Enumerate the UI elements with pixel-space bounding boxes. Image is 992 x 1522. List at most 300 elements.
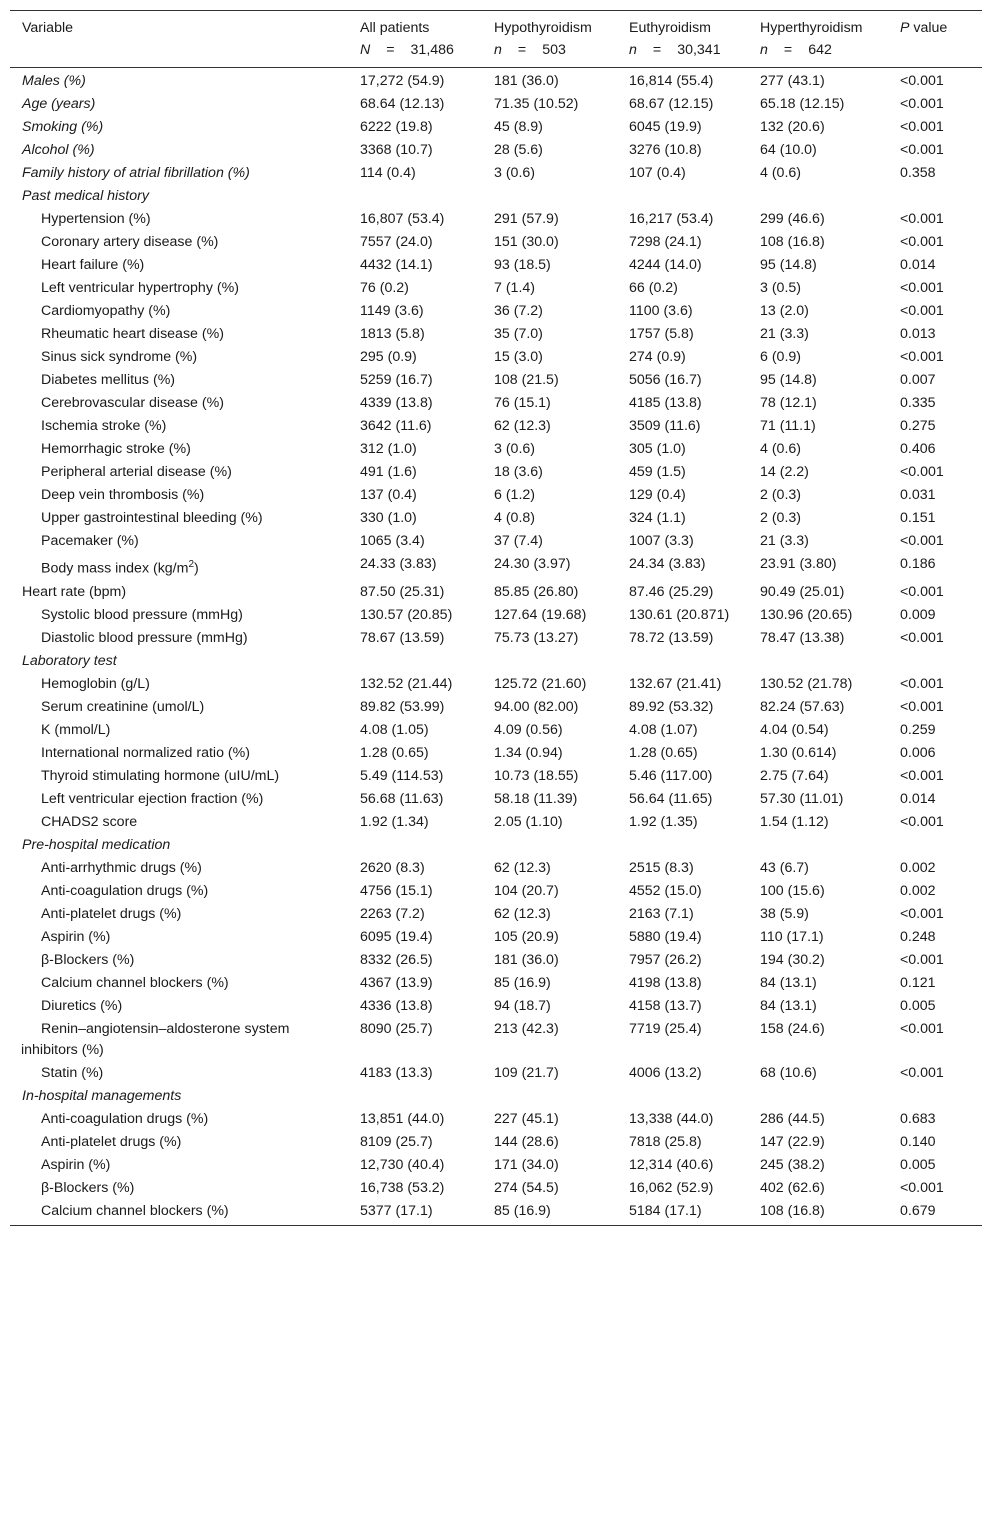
cell-p-value: 0.006 xyxy=(900,744,936,761)
cell-hyperthyroidism: 194 (30.2) xyxy=(760,951,825,968)
cell-p-value: <0.001 xyxy=(900,533,944,549)
cell-all-patients xyxy=(348,834,482,857)
row-label xyxy=(10,673,348,696)
row-label-text: International normalized ratio (%) xyxy=(41,744,250,761)
cell-all-patients: 4183 (13.3) xyxy=(360,1064,433,1081)
header-count-blank xyxy=(10,39,348,68)
cell-hypothyroidism: 76 (15.1) xyxy=(494,395,551,411)
cell-euthyroidism: 87.46 (25.29) xyxy=(629,583,714,600)
cell-euthyroidism: 16,814 (55.4) xyxy=(629,73,714,89)
row-label-text: Hemorrhagic stroke (%) xyxy=(41,441,191,457)
row-label-superscript: 2 xyxy=(188,559,195,570)
cell-euthyroidism xyxy=(617,834,748,857)
row-label xyxy=(10,162,348,185)
cell-euthyroidism: 4198 (13.8) xyxy=(629,974,702,991)
cell-all-patients: 3368 (10.7) xyxy=(360,142,433,158)
table-row xyxy=(10,880,982,903)
cell-hyperthyroidism: 84 (13.1) xyxy=(760,974,817,991)
cell-euthyroidism xyxy=(617,1085,748,1108)
row-label-text: Cardiomyopathy (%) xyxy=(41,303,171,319)
cell-all-patients: 130.57 (20.85) xyxy=(360,606,453,623)
cell-all-patients xyxy=(348,185,482,208)
cell-hyperthyroidism: 65.18 (12.15) xyxy=(760,96,845,112)
cell-all-patients: 2263 (7.2) xyxy=(360,905,425,922)
cell-p-value: 0.005 xyxy=(900,997,936,1014)
cell-hyperthyroidism: 158 (24.6) xyxy=(760,1020,825,1037)
cell-p-value: <0.001 xyxy=(900,813,944,830)
table-row xyxy=(10,581,982,604)
table-row xyxy=(10,788,982,811)
cell-all-patients: 1813 (5.8) xyxy=(360,326,425,342)
cell-p-value: 0.005 xyxy=(900,1156,936,1173)
cell-hypothyroidism: 58.18 (11.39) xyxy=(494,790,578,807)
cell-euthyroidism: 1.92 (1.35) xyxy=(629,813,698,830)
cell-euthyroidism: 5880 (19.4) xyxy=(629,928,702,945)
cell-hyperthyroidism xyxy=(748,1085,888,1108)
table-row xyxy=(10,116,982,139)
cell-p-value: 0.151 xyxy=(900,510,936,526)
row-label-text: Males (%) xyxy=(22,73,86,89)
cell-euthyroidism: 16,062 (52.9) xyxy=(629,1179,714,1196)
table-row xyxy=(10,972,982,995)
cell-hyperthyroidism: 78.47 (13.38) xyxy=(760,629,845,646)
cell-euthyroidism: 1.28 (0.65) xyxy=(629,744,698,761)
table-row xyxy=(10,765,982,788)
cell-hyperthyroidism: 82.24 (57.63) xyxy=(760,698,845,715)
cell-euthyroidism: 2515 (8.3) xyxy=(629,859,694,876)
cell-hyperthyroidism: 38 (5.9) xyxy=(760,905,809,922)
row-label-text: Pacemaker (%) xyxy=(41,533,139,549)
cell-all-patients: 491 (1.6) xyxy=(360,464,417,480)
table-row xyxy=(10,507,982,530)
row-label xyxy=(10,788,348,811)
row-label-text: Diuretics (%) xyxy=(41,997,123,1014)
cell-all-patients: 5377 (17.1) xyxy=(348,1200,482,1226)
table-row xyxy=(10,650,982,673)
cell-p-value: <0.001 xyxy=(900,73,944,89)
cell-hypothyroidism: 85 (16.9) xyxy=(482,1200,617,1226)
count-value: 30,341 xyxy=(677,42,721,58)
cell-p-value: 0.002 xyxy=(900,859,936,876)
header-count-p-blank xyxy=(888,39,982,68)
cell-p-value: <0.001 xyxy=(900,583,944,600)
cell-hypothyroidism: 227 (45.1) xyxy=(494,1110,559,1127)
row-label-text: CHADS2 score xyxy=(41,813,138,830)
cell-hyperthyroidism xyxy=(748,185,888,208)
cell-all-patients: 132.52 (21.44) xyxy=(360,675,453,692)
cell-hypothyroidism: 2.05 (1.10) xyxy=(494,813,563,830)
cell-all-patients: 68.64 (12.13) xyxy=(360,96,445,112)
cell-all-patients: 4432 (14.1) xyxy=(360,257,433,273)
table-row xyxy=(10,811,982,834)
cell-all-patients: 76 (0.2) xyxy=(360,280,409,296)
row-label-text: In-hospital managements xyxy=(22,1087,182,1104)
table-row xyxy=(10,530,982,553)
row-label-text: Serum creatinine (umol/L) xyxy=(41,698,205,715)
table-row xyxy=(10,995,982,1018)
cell-hyperthyroidism: 21 (3.3) xyxy=(760,533,809,549)
row-label xyxy=(10,972,348,995)
row-label-text: β-Blockers (%) xyxy=(41,1179,135,1196)
cell-hyperthyroidism: 2 (0.3) xyxy=(760,510,802,526)
row-label xyxy=(10,627,348,650)
cell-p-value xyxy=(888,185,982,208)
cell-hyperthyroidism: 402 (62.6) xyxy=(760,1179,825,1196)
row-label-text: Hypertension (%) xyxy=(41,211,151,227)
table-row xyxy=(10,553,982,581)
cell-euthyroidism: 324 (1.1) xyxy=(629,510,686,526)
cell-hypothyroidism: 1.34 (0.94) xyxy=(494,744,563,761)
cell-all-patients: 2620 (8.3) xyxy=(360,859,425,876)
table-row xyxy=(10,254,982,277)
row-label xyxy=(10,1177,348,1200)
cell-p-value: 0.009 xyxy=(900,606,936,623)
cell-all-patients: 5.49 (114.53) xyxy=(360,767,444,784)
table-row xyxy=(10,93,982,116)
cell-all-patients: 78.67 (13.59) xyxy=(360,629,445,646)
cell-p-value: 0.014 xyxy=(900,257,936,273)
table-row xyxy=(10,857,982,880)
cell-hyperthyroidism: 95 (14.8) xyxy=(760,257,817,273)
count-symbol: n xyxy=(760,42,768,58)
header-count-eu xyxy=(617,39,748,68)
cell-p-value: 0.007 xyxy=(900,372,936,388)
cell-hyperthyroidism: 130.96 (20.65) xyxy=(760,606,853,623)
cell-euthyroidism: 7818 (25.8) xyxy=(629,1133,702,1150)
cell-hypothyroidism: 4.09 (0.56) xyxy=(494,721,563,738)
count-value: 31,486 xyxy=(410,42,454,58)
cell-all-patients: 16,738 (53.2) xyxy=(360,1179,445,1196)
cell-hypothyroidism: 62 (12.3) xyxy=(494,418,551,434)
cell-euthyroidism: 3276 (10.8) xyxy=(629,142,702,158)
table-body xyxy=(10,68,982,1226)
row-label-text: Left ventricular hypertrophy (%) xyxy=(41,280,239,296)
cell-all-patients: 24.33 (3.83) xyxy=(360,556,437,572)
cell-hypothyroidism: 94.00 (82.00) xyxy=(494,698,579,715)
cell-p-value: <0.001 xyxy=(900,675,944,692)
table-row xyxy=(10,1154,982,1177)
row-label xyxy=(10,1200,348,1226)
row-label-text: Pre-hospital medication xyxy=(22,836,171,853)
cell-all-patients: 87.50 (25.31) xyxy=(360,583,445,600)
table-row xyxy=(10,1108,982,1131)
cell-p-value: 0.275 xyxy=(900,418,936,434)
cell-hypothyroidism: 127.64 (19.68) xyxy=(494,606,587,623)
cell-hyperthyroidism: 245 (38.2) xyxy=(760,1156,825,1173)
cell-euthyroidism: 4244 (14.0) xyxy=(629,257,702,273)
cell-hypothyroidism xyxy=(482,1085,617,1108)
cell-euthyroidism: 2163 (7.1) xyxy=(629,905,694,922)
table-row xyxy=(10,1085,982,1108)
table-row xyxy=(10,369,982,392)
cell-hyperthyroidism: 1.30 (0.614) xyxy=(760,744,837,761)
cell-all-patients: 6222 (19.8) xyxy=(360,119,433,135)
cell-hyperthyroidism: 43 (6.7) xyxy=(760,859,809,876)
table-row xyxy=(10,162,982,185)
cell-hyperthyroidism: 2 (0.3) xyxy=(760,487,802,503)
cell-hyperthyroidism: 78 (12.1) xyxy=(760,395,817,411)
row-label xyxy=(10,185,348,208)
table-row xyxy=(10,300,982,323)
cell-euthyroidism: 4552 (15.0) xyxy=(629,882,702,899)
table-row xyxy=(10,604,982,627)
cell-hypothyroidism: 35 (7.0) xyxy=(494,326,543,342)
cell-hyperthyroidism: 100 (15.6) xyxy=(760,882,825,899)
cell-euthyroidism: 7957 (26.2) xyxy=(629,951,702,968)
cell-hypothyroidism: 109 (21.7) xyxy=(494,1064,559,1081)
row-label xyxy=(10,231,348,254)
row-label xyxy=(10,1062,348,1085)
table-row xyxy=(10,68,982,94)
header-all-patients: All patients xyxy=(348,11,482,40)
header-p-rest: value xyxy=(909,20,948,36)
cell-hypothyroidism xyxy=(482,834,617,857)
cell-p-value: <0.001 xyxy=(900,1179,944,1196)
header-count-all xyxy=(348,39,482,68)
cell-hypothyroidism: 105 (20.9) xyxy=(494,928,559,945)
cell-p-value: 0.013 xyxy=(900,326,936,342)
cell-p-value: <0.001 xyxy=(900,96,944,112)
cell-euthyroidism: 7298 (24.1) xyxy=(629,234,702,250)
cell-hypothyroidism: 3 (0.6) xyxy=(494,441,536,457)
cell-euthyroidism: 274 (0.9) xyxy=(629,349,686,365)
row-label xyxy=(10,857,348,880)
cell-hyperthyroidism: 4 (0.6) xyxy=(760,165,802,181)
row-label xyxy=(10,696,348,719)
cell-hypothyroidism: 171 (34.0) xyxy=(494,1156,559,1173)
table-row xyxy=(10,696,982,719)
cell-all-patients: 1065 (3.4) xyxy=(360,533,425,549)
cell-all-patients: 56.68 (11.63) xyxy=(360,790,444,807)
cell-hypothyroidism: 45 (8.9) xyxy=(494,119,543,135)
cell-hypothyroidism: 24.30 (3.97) xyxy=(494,556,571,572)
cell-euthyroidism: 4.08 (1.07) xyxy=(629,721,698,738)
cell-all-patients: 4367 (13.9) xyxy=(360,974,433,991)
cell-hypothyroidism: 3 (0.6) xyxy=(494,165,536,181)
cell-p-value: 0.140 xyxy=(900,1133,936,1150)
row-label xyxy=(10,1085,348,1108)
row-label xyxy=(10,604,348,627)
table-container xyxy=(10,10,982,1226)
cell-euthyroidism: 1100 (3.6) xyxy=(629,303,693,319)
table-row xyxy=(10,834,982,857)
table-row xyxy=(10,719,982,742)
header-hyperthyroidism: Hyperthyroidism xyxy=(748,11,888,40)
cell-hypothyroidism: 291 (57.9) xyxy=(494,211,559,227)
cell-hyperthyroidism: 90.49 (25.01) xyxy=(760,583,845,600)
cell-hyperthyroidism: 130.52 (21.78) xyxy=(760,675,853,692)
cell-p-value: 0.031 xyxy=(900,487,936,503)
cell-hyperthyroidism xyxy=(748,834,888,857)
cell-euthyroidism: 6045 (19.9) xyxy=(629,119,702,135)
cell-euthyroidism: 13,338 (44.0) xyxy=(629,1110,714,1127)
row-label-text: Calcium channel blockers (%) xyxy=(41,1202,229,1219)
row-label xyxy=(10,1108,348,1131)
cell-all-patients xyxy=(348,650,482,673)
cell-p-value: <0.001 xyxy=(900,767,944,784)
table-row xyxy=(10,392,982,415)
cell-hypothyroidism: 125.72 (21.60) xyxy=(494,675,587,692)
cell-hyperthyroidism: 277 (43.1) xyxy=(760,73,825,89)
cell-hypothyroidism: 75.73 (13.27) xyxy=(494,629,579,646)
row-label-text: Anti-arrhythmic drugs (%) xyxy=(41,859,202,876)
cell-all-patients: 1.28 (0.65) xyxy=(360,744,429,761)
cell-all-patients: 137 (0.4) xyxy=(360,487,417,503)
cell-all-patients: 3642 (11.6) xyxy=(360,418,432,434)
cell-hypothyroidism: 4 (0.8) xyxy=(494,510,536,526)
row-label-text: Renin–angiotensin–aldosterone system inhibitors (%) xyxy=(21,1020,290,1058)
cell-euthyroidism: 459 (1.5) xyxy=(629,464,686,480)
cell-hyperthyroidism: 57.30 (11.01) xyxy=(760,790,844,807)
cell-all-patients: 6095 (19.4) xyxy=(360,928,433,945)
cell-euthyroidism: 5056 (16.7) xyxy=(629,372,702,388)
cell-hypothyroidism xyxy=(482,185,617,208)
row-label-text: Anti-coagulation drugs (%) xyxy=(41,1110,209,1127)
row-label-text: Alcohol (%) xyxy=(22,142,95,158)
cell-hyperthyroidism: 110 (17.1) xyxy=(760,928,824,945)
table-row xyxy=(10,484,982,507)
cell-all-patients: 13,851 (44.0) xyxy=(360,1110,445,1127)
row-label xyxy=(10,346,348,369)
cell-p-value: 0.186 xyxy=(900,556,936,572)
cell-all-patients: 4339 (13.8) xyxy=(360,395,433,411)
cell-hyperthyroidism: 14 (2.2) xyxy=(760,464,809,480)
cell-hypothyroidism: 274 (54.5) xyxy=(494,1179,559,1196)
cell-p-value: 0.679 xyxy=(888,1200,982,1226)
cell-all-patients: 5259 (16.7) xyxy=(360,372,433,388)
count-value: 642 xyxy=(808,42,832,58)
cell-p-value: <0.001 xyxy=(900,211,944,227)
row-label-text: Statin (%) xyxy=(41,1064,104,1081)
row-label xyxy=(10,369,348,392)
cell-p-value: 0.358 xyxy=(900,165,936,181)
cell-all-patients: 330 (1.0) xyxy=(360,510,417,526)
cell-hypothyroidism: 28 (5.6) xyxy=(494,142,543,158)
row-label-text: Family history of atrial fibrillation (%) xyxy=(22,165,250,181)
table-row xyxy=(10,461,982,484)
cell-hyperthyroidism xyxy=(748,650,888,673)
table-row xyxy=(10,1177,982,1200)
cell-hypothyroidism: 93 (18.5) xyxy=(494,257,551,273)
cell-p-value: <0.001 xyxy=(900,905,944,922)
row-label-text: Aspirin (%) xyxy=(41,1156,111,1173)
cell-hypothyroidism: 18 (3.6) xyxy=(494,464,543,480)
cell-hypothyroidism: 37 (7.4) xyxy=(494,533,543,549)
row-label xyxy=(10,392,348,415)
row-label xyxy=(10,880,348,903)
header-p-value xyxy=(888,11,982,40)
row-label-text: Diabetes mellitus (%) xyxy=(41,372,176,388)
cell-hypothyroidism xyxy=(482,650,617,673)
cell-euthyroidism: 1007 (3.3) xyxy=(629,533,694,549)
row-label-text: Smoking (%) xyxy=(22,119,104,135)
table-row xyxy=(10,323,982,346)
cell-p-value: <0.001 xyxy=(900,280,944,296)
row-label-text: Upper gastrointestinal bleeding (%) xyxy=(41,510,263,526)
cell-p-value xyxy=(888,834,982,857)
row-label-text: Past medical history xyxy=(22,188,149,204)
cell-hyperthyroidism: 3 (0.5) xyxy=(760,280,802,296)
cell-all-patients: 295 (0.9) xyxy=(360,349,417,365)
table-row xyxy=(10,742,982,765)
cell-hyperthyroidism: 4 (0.6) xyxy=(760,441,802,457)
cell-p-value: 0.335 xyxy=(900,395,936,411)
cell-all-patients: 17,272 (54.9) xyxy=(360,73,445,89)
cell-hypothyroidism: 85.85 (26.80) xyxy=(494,583,579,600)
count-symbol: n xyxy=(629,42,637,58)
cell-euthyroidism: 130.61 (20.871) xyxy=(629,606,730,623)
cell-p-value: <0.001 xyxy=(900,1020,944,1037)
cell-hyperthyroidism: 13 (2.0) xyxy=(760,303,809,319)
cell-hyperthyroidism: 108 (16.8) xyxy=(748,1200,888,1226)
row-label xyxy=(10,995,348,1018)
cell-hyperthyroidism: 6 (0.9) xyxy=(760,349,802,365)
cell-p-value: 0.406 xyxy=(900,441,936,457)
cell-p-value: 0.248 xyxy=(900,928,936,945)
row-label xyxy=(10,461,348,484)
cell-hypothyroidism: 144 (28.6) xyxy=(494,1133,559,1150)
table-row xyxy=(10,926,982,949)
cell-euthyroidism: 89.92 (53.32) xyxy=(629,698,714,715)
cell-p-value: <0.001 xyxy=(900,303,944,319)
row-label xyxy=(10,93,348,116)
cell-p-value: <0.001 xyxy=(900,119,944,135)
row-label xyxy=(10,811,348,834)
row-label-text: Diastolic blood pressure (mmHg) xyxy=(41,629,248,646)
cell-euthyroidism: 5184 (17.1) xyxy=(617,1200,748,1226)
cell-hypothyroidism: 7 (1.4) xyxy=(494,280,536,296)
row-label-tail: ) xyxy=(194,560,199,577)
cell-all-patients: 8332 (26.5) xyxy=(360,951,433,968)
cell-euthyroidism xyxy=(617,185,748,208)
cell-euthyroidism: 68.67 (12.15) xyxy=(629,96,714,112)
row-label xyxy=(10,438,348,461)
cell-p-value: <0.001 xyxy=(900,951,944,968)
row-label xyxy=(10,949,348,972)
cell-hyperthyroidism: 71 (11.1) xyxy=(760,418,816,434)
cell-hypothyroidism: 62 (12.3) xyxy=(494,905,551,922)
cell-hypothyroidism: 213 (42.3) xyxy=(494,1020,559,1037)
row-label-text: Systolic blood pressure (mmHg) xyxy=(41,606,243,623)
table-row xyxy=(10,1062,982,1085)
cell-all-patients: 1.92 (1.34) xyxy=(360,813,429,830)
table-row xyxy=(10,231,982,254)
cell-hypothyroidism: 62 (12.3) xyxy=(494,859,551,876)
row-label xyxy=(10,903,348,926)
row-label xyxy=(10,277,348,300)
cell-p-value: <0.001 xyxy=(900,142,944,158)
cell-hyperthyroidism: 21 (3.3) xyxy=(760,326,809,342)
cell-euthyroidism: 12,314 (40.6) xyxy=(629,1156,714,1173)
cell-all-patients: 8090 (25.7) xyxy=(360,1020,433,1037)
count-symbol: N xyxy=(360,42,371,58)
table-row xyxy=(10,1200,982,1226)
cell-euthyroidism: 305 (1.0) xyxy=(629,441,686,457)
cell-hyperthyroidism: 299 (46.6) xyxy=(760,211,825,227)
cell-hypothyroidism: 151 (30.0) xyxy=(494,234,559,250)
count-equals: = xyxy=(386,42,395,58)
row-label-text: Age (years) xyxy=(22,96,96,112)
cell-all-patients: 12,730 (40.4) xyxy=(360,1156,445,1173)
cell-hyperthyroidism: 147 (22.9) xyxy=(760,1133,825,1150)
row-label-text: Cerebrovascular disease (%) xyxy=(41,395,224,411)
header-euthyroidism: Euthyroidism xyxy=(617,11,748,40)
cell-all-patients: 4756 (15.1) xyxy=(360,882,433,899)
row-label xyxy=(10,742,348,765)
row-label xyxy=(10,139,348,162)
table-row xyxy=(10,673,982,696)
cell-hyperthyroidism: 4.04 (0.54) xyxy=(760,721,829,738)
